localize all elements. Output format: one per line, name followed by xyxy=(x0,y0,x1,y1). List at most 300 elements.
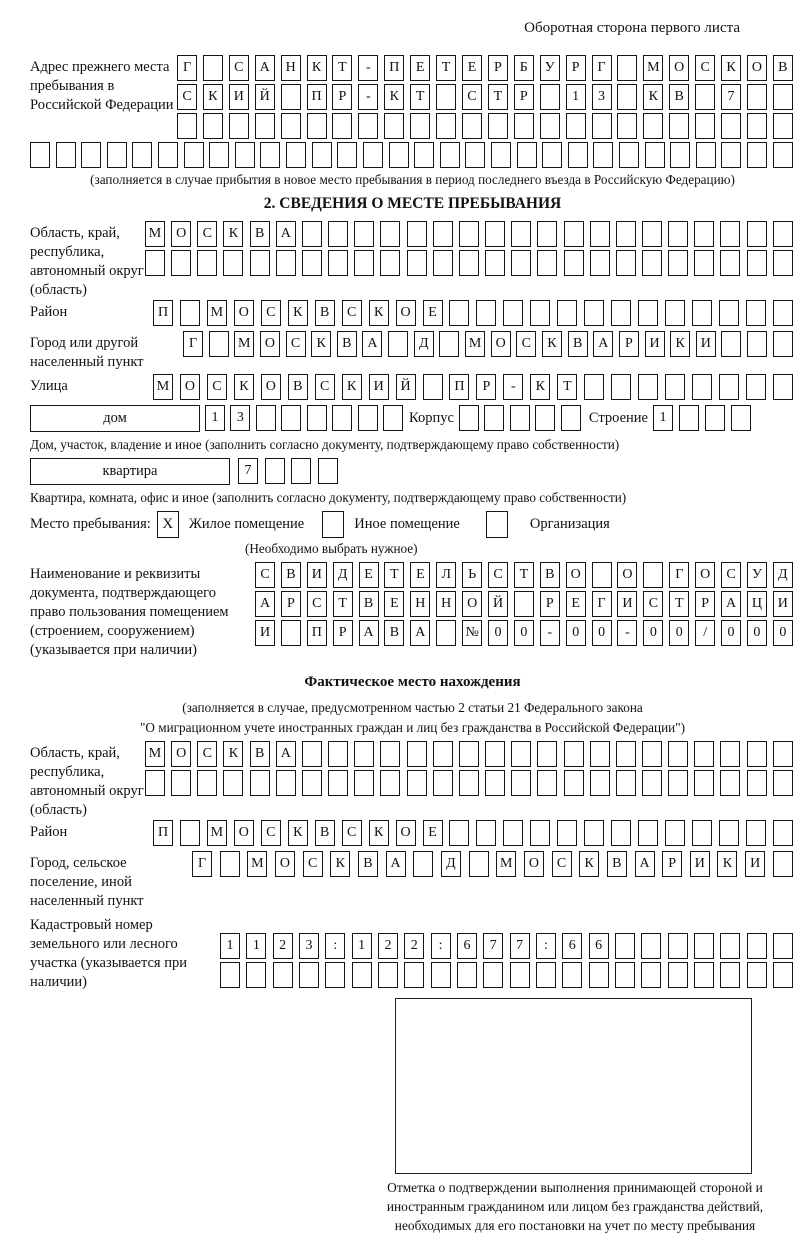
char-cell: Т xyxy=(488,84,508,110)
char-cell xyxy=(145,770,165,796)
char-cell xyxy=(491,142,511,168)
char-cell xyxy=(457,962,477,988)
apartment-block xyxy=(30,458,795,487)
char-cell: М xyxy=(643,55,663,81)
char-cell xyxy=(721,331,741,357)
char-cell: К xyxy=(288,300,308,326)
char-cell xyxy=(641,933,661,959)
char-cell xyxy=(511,221,531,247)
house-type-box: дом xyxy=(30,405,200,432)
char-cell xyxy=(449,300,469,326)
char-cell: К xyxy=(330,851,350,877)
char-cell xyxy=(328,221,348,247)
house-note: Дом, участок, владение и иное (заполнить согласно документу, подтверждающему право собственности) xyxy=(30,437,620,452)
char-cell: С xyxy=(261,820,281,846)
char-cell: Г xyxy=(177,55,197,81)
stroenie-cells xyxy=(653,405,751,431)
char-cell xyxy=(332,113,352,139)
char-cell xyxy=(641,962,661,988)
city-row xyxy=(183,331,793,357)
char-cell xyxy=(337,142,357,168)
char-cell: М xyxy=(153,374,173,400)
char-cell: Т xyxy=(333,591,353,617)
char-cell: О xyxy=(669,55,689,81)
char-cell: И xyxy=(307,562,327,588)
char-cell xyxy=(250,250,270,276)
char-cell: Д xyxy=(773,562,793,588)
prev-address-grids xyxy=(177,55,795,142)
char-cell xyxy=(180,300,200,326)
char-cell: 6 xyxy=(589,933,609,959)
char-cell xyxy=(719,300,739,326)
char-cell: М xyxy=(234,331,254,357)
char-cell: Т xyxy=(514,562,534,588)
stay-choose-note: (Необходимо выбрать нужное) xyxy=(245,541,418,556)
district-label: Район xyxy=(30,304,68,320)
char-cell xyxy=(485,770,505,796)
char-cell xyxy=(773,113,793,139)
char-cell xyxy=(485,741,505,767)
char-cell xyxy=(731,405,751,431)
char-cell xyxy=(642,250,662,276)
prev-address-row-4 xyxy=(30,142,793,168)
char-cell: 0 xyxy=(721,620,741,646)
char-cell xyxy=(668,962,688,988)
char-cell: С xyxy=(229,55,249,81)
char-cell xyxy=(557,300,577,326)
char-cell: - xyxy=(358,84,378,110)
char-cell xyxy=(363,142,383,168)
char-cell: О xyxy=(617,562,637,588)
char-cell xyxy=(670,142,690,168)
cadastral-grids xyxy=(220,913,795,991)
checkbox-other-premises xyxy=(322,511,344,538)
char-cell xyxy=(773,142,793,168)
char-cell: Н xyxy=(436,591,456,617)
char-cell xyxy=(665,374,685,400)
char-cell xyxy=(773,374,793,400)
char-cell: И xyxy=(690,851,710,877)
char-cell xyxy=(721,142,741,168)
actual-city-label: Город, сельское поселение, иной населенный пункт xyxy=(30,855,144,909)
char-cell: В xyxy=(540,562,560,588)
char-cell xyxy=(590,250,610,276)
document-row-1 xyxy=(255,562,793,588)
char-cell xyxy=(643,562,663,588)
actual-location-note-2: "О миграционном учете иностранных граждан и лиц без гражданства в Российской Федерации") xyxy=(140,720,685,735)
char-cell xyxy=(564,250,584,276)
char-cell: 1 xyxy=(246,933,266,959)
char-cell xyxy=(171,770,191,796)
char-cell xyxy=(616,221,636,247)
prev-address-note: (заполняется в случае прибытия в новое место пребывания в период последнего въезда в Российскую Федерацию) xyxy=(90,172,735,187)
char-cell: Р xyxy=(566,55,586,81)
char-cell xyxy=(590,221,610,247)
char-cell xyxy=(557,820,577,846)
char-cell xyxy=(616,770,636,796)
char-cell xyxy=(459,405,479,431)
char-cell xyxy=(209,142,229,168)
document-row-2 xyxy=(255,591,793,617)
stamp-caption: Отметка о подтверждении выполнения принимающей стороной и иностранным гражданином или лицом без гражданства действий, необходимых для его постановки на учет по месту пребывания xyxy=(386,1180,764,1233)
house-block xyxy=(30,405,795,434)
char-cell xyxy=(720,250,740,276)
prev-address-block xyxy=(30,55,795,142)
char-cell: 1 xyxy=(653,405,673,431)
char-cell: С xyxy=(516,331,536,357)
char-cell: К xyxy=(234,374,254,400)
char-cell xyxy=(459,221,479,247)
char-cell xyxy=(407,221,427,247)
char-cell: П xyxy=(449,374,469,400)
char-cell: Ь xyxy=(462,562,482,588)
char-cell: Л xyxy=(436,562,456,588)
char-cell: А xyxy=(362,331,382,357)
char-cell: 3 xyxy=(230,405,250,431)
char-cell: 0 xyxy=(488,620,508,646)
char-cell xyxy=(158,142,178,168)
char-cell: № xyxy=(462,620,482,646)
char-cell xyxy=(537,770,557,796)
option-other-premises-label: Иное помещение xyxy=(354,516,460,532)
char-cell xyxy=(203,55,223,81)
char-cell xyxy=(773,331,793,357)
char-cell xyxy=(235,142,255,168)
char-cell xyxy=(145,250,165,276)
city-label: Город или другой населенный пункт xyxy=(30,335,144,370)
char-cell xyxy=(617,113,637,139)
char-cell xyxy=(302,741,322,767)
region-block xyxy=(30,221,795,300)
char-cell xyxy=(592,113,612,139)
char-cell xyxy=(449,820,469,846)
char-cell xyxy=(358,405,378,431)
char-cell: А xyxy=(255,55,275,81)
char-cell: И xyxy=(369,374,389,400)
char-cell: К xyxy=(717,851,737,877)
char-cell xyxy=(281,84,301,110)
char-cell: Т xyxy=(669,591,689,617)
char-cell xyxy=(747,331,767,357)
char-cell: К xyxy=(579,851,599,877)
char-cell xyxy=(611,374,631,400)
char-cell xyxy=(668,221,688,247)
char-cell: О xyxy=(234,300,254,326)
char-cell: И xyxy=(645,331,665,357)
char-cell xyxy=(484,405,504,431)
char-cell: Т xyxy=(410,84,430,110)
char-cell: О xyxy=(462,591,482,617)
char-cell: Д xyxy=(441,851,461,877)
char-cell xyxy=(668,933,688,959)
char-cell xyxy=(276,770,296,796)
char-cell xyxy=(433,250,453,276)
char-cell: Р xyxy=(488,55,508,81)
char-cell xyxy=(694,221,714,247)
stay-place-label: Место пребывания: xyxy=(30,516,151,532)
char-cell xyxy=(81,142,101,168)
street-block xyxy=(30,374,795,403)
char-cell: С xyxy=(462,84,482,110)
char-cell xyxy=(696,142,716,168)
char-cell xyxy=(638,820,658,846)
char-cell: М xyxy=(247,851,267,877)
region-row-2 xyxy=(145,250,793,276)
char-cell xyxy=(302,770,322,796)
char-cell xyxy=(469,851,489,877)
char-cell xyxy=(256,405,276,431)
confirmation-stamp-box xyxy=(395,998,752,1174)
char-cell: А xyxy=(721,591,741,617)
char-cell xyxy=(459,250,479,276)
char-cell xyxy=(433,221,453,247)
city-block xyxy=(30,331,795,372)
char-cell xyxy=(414,142,434,168)
char-cell: О xyxy=(396,300,416,326)
char-cell: К xyxy=(721,55,741,81)
char-cell xyxy=(246,962,266,988)
char-cell: Т xyxy=(384,562,404,588)
street-label: Улица xyxy=(30,378,68,394)
char-cell: И xyxy=(773,591,793,617)
char-cell xyxy=(638,300,658,326)
char-cell xyxy=(177,113,197,139)
char-cell: : xyxy=(536,933,556,959)
char-cell: 2 xyxy=(404,933,424,959)
prev-address-row-2 xyxy=(177,84,793,110)
char-cell xyxy=(223,250,243,276)
char-cell: О xyxy=(524,851,544,877)
actual-district-row xyxy=(153,820,793,846)
actual-location-title: Фактическое место нахождения xyxy=(304,674,521,690)
char-cell xyxy=(413,851,433,877)
char-cell xyxy=(107,142,127,168)
char-cell: 2 xyxy=(273,933,293,959)
char-cell xyxy=(260,142,280,168)
apartment-note: Квартира, комната, офис и иное (заполнить согласно документу, подтверждающему право собственности) xyxy=(30,490,627,505)
cadastral-row-1 xyxy=(220,933,793,959)
char-cell xyxy=(476,820,496,846)
char-cell: С xyxy=(307,591,327,617)
char-cell xyxy=(389,142,409,168)
char-cell xyxy=(564,221,584,247)
char-cell: С xyxy=(197,221,217,247)
char-cell: 0 xyxy=(773,620,793,646)
actual-city-row xyxy=(192,851,793,877)
char-cell xyxy=(564,741,584,767)
document-grids xyxy=(255,562,795,649)
char-cell xyxy=(184,142,204,168)
char-cell xyxy=(773,221,793,247)
char-cell xyxy=(255,113,275,139)
char-cell: 0 xyxy=(592,620,612,646)
char-cell xyxy=(132,142,152,168)
prev-address-label: Адрес прежнего места пребывания в Российской Федерации xyxy=(30,59,174,113)
char-cell xyxy=(747,770,767,796)
char-cell: О xyxy=(491,331,511,357)
korpus-label: Корпус xyxy=(409,410,454,426)
char-cell: 7 xyxy=(238,458,258,484)
char-cell xyxy=(436,84,456,110)
char-cell xyxy=(433,770,453,796)
char-cell xyxy=(384,113,404,139)
char-cell: С xyxy=(695,55,715,81)
option-residential-label: Жилое помещение xyxy=(188,516,305,532)
char-cell: Т xyxy=(436,55,456,81)
char-cell xyxy=(488,113,508,139)
actual-location-note-1: (заполняется в случае, предусмотренном частью 2 статьи 21 Федерального закона xyxy=(182,700,643,715)
actual-district-label: Район xyxy=(30,824,68,840)
char-cell xyxy=(694,933,714,959)
char-cell: П xyxy=(384,55,404,81)
char-cell: С xyxy=(488,562,508,588)
char-cell: Р xyxy=(476,374,496,400)
char-cell xyxy=(514,113,534,139)
char-cell xyxy=(747,142,767,168)
char-cell xyxy=(354,221,374,247)
char-cell xyxy=(354,770,374,796)
char-cell xyxy=(720,770,740,796)
char-cell xyxy=(537,741,557,767)
char-cell: Р xyxy=(662,851,682,877)
char-cell: И xyxy=(229,84,249,110)
char-cell xyxy=(589,962,609,988)
char-cell: С xyxy=(552,851,572,877)
char-cell xyxy=(180,820,200,846)
char-cell xyxy=(503,820,523,846)
char-cell: Е xyxy=(423,300,443,326)
char-cell xyxy=(665,300,685,326)
char-cell: Н xyxy=(281,55,301,81)
char-cell xyxy=(410,113,430,139)
stay-place-row xyxy=(30,511,795,538)
char-cell: И xyxy=(745,851,765,877)
char-cell: У xyxy=(747,562,767,588)
char-cell: П xyxy=(307,84,327,110)
char-cell: П xyxy=(153,820,173,846)
char-cell xyxy=(747,113,767,139)
char-cell xyxy=(590,770,610,796)
char-cell: В xyxy=(315,300,335,326)
char-cell xyxy=(584,374,604,400)
char-cell: В xyxy=(669,84,689,110)
char-cell xyxy=(611,820,631,846)
char-cell: С xyxy=(177,84,197,110)
char-cell xyxy=(645,142,665,168)
char-cell xyxy=(720,221,740,247)
char-cell: Е xyxy=(423,820,443,846)
char-cell xyxy=(407,741,427,767)
char-cell xyxy=(564,770,584,796)
char-cell xyxy=(773,84,793,110)
char-cell xyxy=(568,142,588,168)
char-cell xyxy=(773,962,793,988)
char-cell: А xyxy=(635,851,655,877)
char-cell xyxy=(273,962,293,988)
char-cell: Й xyxy=(488,591,508,617)
char-cell: Й xyxy=(255,84,275,110)
char-cell: В xyxy=(250,221,270,247)
char-cell xyxy=(747,741,767,767)
char-cell: С xyxy=(342,300,362,326)
char-cell xyxy=(354,741,374,767)
char-cell: : xyxy=(325,933,345,959)
char-cell xyxy=(302,221,322,247)
char-cell xyxy=(562,962,582,988)
char-cell: Й xyxy=(396,374,416,400)
char-cell: В xyxy=(773,55,793,81)
char-cell xyxy=(695,113,715,139)
cadastral-block xyxy=(30,913,795,992)
char-cell xyxy=(328,741,348,767)
char-cell: Р xyxy=(695,591,715,617)
char-cell xyxy=(407,250,427,276)
char-cell xyxy=(209,331,229,357)
char-cell xyxy=(511,741,531,767)
char-cell: А xyxy=(359,620,379,646)
char-cell: 0 xyxy=(669,620,689,646)
char-cell xyxy=(592,562,612,588)
char-cell xyxy=(535,405,555,431)
char-cell: М xyxy=(465,331,485,357)
char-cell xyxy=(485,250,505,276)
char-cell: О xyxy=(566,562,586,588)
char-cell: К xyxy=(530,374,550,400)
char-cell: О xyxy=(171,221,191,247)
char-cell: В xyxy=(337,331,357,357)
char-cell xyxy=(307,113,327,139)
char-cell xyxy=(229,113,249,139)
char-cell: В xyxy=(281,562,301,588)
char-cell xyxy=(302,250,322,276)
char-cell xyxy=(404,962,424,988)
char-cell: С xyxy=(643,591,663,617)
char-cell xyxy=(642,741,662,767)
actual-region-label: Область, край, республика, автономный округ (область) xyxy=(30,745,144,818)
char-cell: Р xyxy=(333,620,353,646)
char-cell xyxy=(265,458,285,484)
char-cell xyxy=(517,142,537,168)
char-cell: В xyxy=(384,620,404,646)
char-cell xyxy=(561,405,581,431)
char-cell: С xyxy=(721,562,741,588)
char-cell: Ц xyxy=(747,591,767,617)
char-cell xyxy=(220,962,240,988)
char-cell xyxy=(433,741,453,767)
char-cell xyxy=(378,962,398,988)
char-cell xyxy=(773,820,793,846)
char-cell xyxy=(692,374,712,400)
char-cell: - xyxy=(503,374,523,400)
char-cell xyxy=(459,770,479,796)
actual-region-row-2 xyxy=(145,770,793,796)
char-cell: О xyxy=(747,55,767,81)
char-cell: К xyxy=(288,820,308,846)
char-cell: О xyxy=(695,562,715,588)
char-cell: О xyxy=(275,851,295,877)
char-cell: В xyxy=(250,741,270,767)
char-cell xyxy=(694,962,714,988)
char-cell: Р xyxy=(281,591,301,617)
char-cell: И xyxy=(255,620,275,646)
char-cell xyxy=(332,405,352,431)
char-cell: К xyxy=(203,84,223,110)
char-cell: А xyxy=(276,741,296,767)
house-number-cells xyxy=(205,405,403,431)
char-cell xyxy=(584,820,604,846)
char-cell: Р xyxy=(619,331,639,357)
char-cell: 6 xyxy=(457,933,477,959)
